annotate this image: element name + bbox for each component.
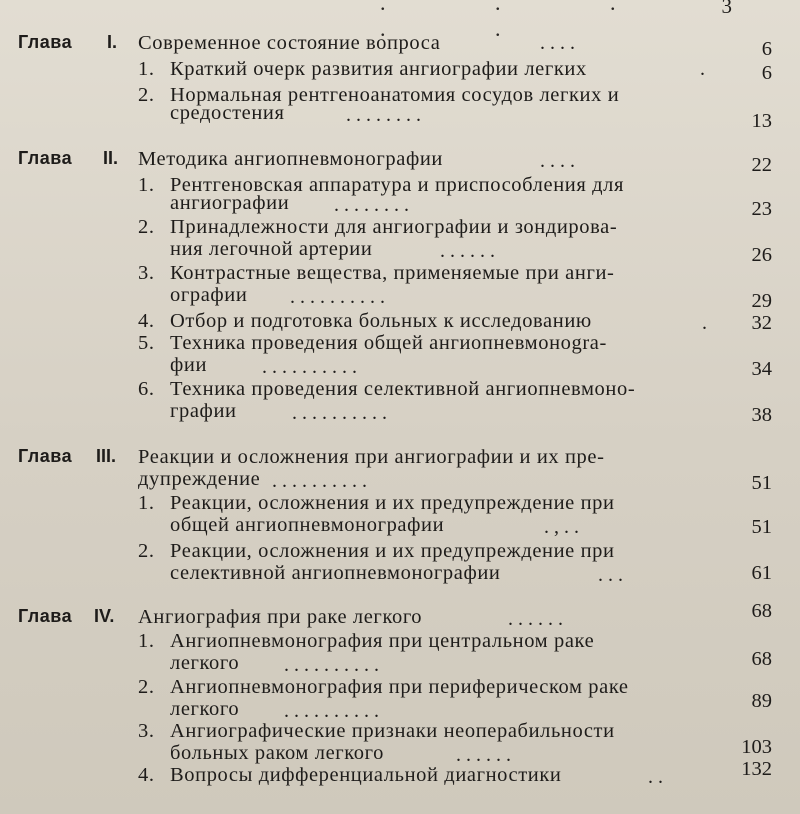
entry-leader-dots: . . . . . . . . . . xyxy=(290,286,385,308)
entry-number: 1. xyxy=(138,630,155,652)
entry-line: средостения xyxy=(170,102,285,124)
chapter-leader-dots: . . . . xyxy=(540,32,575,54)
entry-page: 103 xyxy=(741,736,772,758)
entry-number: 1. xyxy=(138,492,155,514)
entry-line: Техника проведения общей ангиопневмонogra- xyxy=(170,332,607,354)
entry-number: 1. xyxy=(138,58,155,80)
entry-number: 5. xyxy=(138,332,155,354)
entry-line: Техника проведения селективной ангиопневмоно- xyxy=(170,378,636,400)
entry-page: 38 xyxy=(751,404,772,426)
entry-line: общей ангиопневмонографии xyxy=(170,514,445,536)
entry-line: Отбор и подготовка больных к исследованию xyxy=(170,310,592,332)
entry-number: 3. xyxy=(138,720,155,742)
chapter-title: Современное состояние вопроса xyxy=(138,32,441,54)
entry-line: Принадлежности для ангиографии и зондирова- xyxy=(170,216,618,238)
entry-page: 68 xyxy=(751,648,772,670)
entry-line: фии xyxy=(170,354,208,376)
chapter-leader-dots: . . . . . . xyxy=(508,608,563,630)
entry-number: 2. xyxy=(138,216,155,238)
entry-number: 2. xyxy=(138,540,155,562)
entry-line: ографии xyxy=(170,284,248,306)
entry-line: Ангиопневмонография при периферическом раке xyxy=(170,676,629,698)
entry-leader-dots: . xyxy=(702,312,707,334)
top-page-number: 3 xyxy=(721,0,732,18)
entry-line: Краткий очерк развития ангиографии легких xyxy=(170,58,587,80)
chapter-number: II. xyxy=(103,148,119,168)
chapter-label: Глава xyxy=(18,446,73,466)
entry-line: легкого xyxy=(170,698,240,720)
entry-line: Рентгеновская аппаратура и приспособления для xyxy=(170,174,624,196)
entry-line: Вопросы дифференциальной диагностики xyxy=(170,764,562,786)
entry-leader-dots: . . . . . . . . . . xyxy=(262,356,357,378)
entry-page: 89 xyxy=(751,690,772,712)
entry-page: 61 xyxy=(751,562,772,584)
entry-line: Ангиографические признаки неоперабильности xyxy=(170,720,615,742)
entry-number: 1. xyxy=(138,174,155,196)
entry-line: Реакции, осложнения и их предупреждение при xyxy=(170,492,615,514)
chapter-label: Глава xyxy=(18,606,73,626)
entry-leader-dots: . xyxy=(700,58,705,80)
entry-page: 51 xyxy=(751,516,772,538)
chapter-title: Ангиография при раке легкого xyxy=(138,606,423,628)
entry-number: 2. xyxy=(138,676,155,698)
entry-page: 23 xyxy=(751,198,772,220)
entry-leader-dots: . . . . . . xyxy=(456,744,511,766)
entry-line: Реакции, осложнения и их предупреждение при xyxy=(170,540,615,562)
entry-line: ангиографии xyxy=(170,192,290,214)
entry-page: 26 xyxy=(751,244,772,266)
entry-leader-dots: . . . . . . . . . . xyxy=(284,700,379,722)
entry-leader-dots: . . . . . . . . xyxy=(334,194,409,216)
entry-line: больных раком легкого xyxy=(170,742,384,764)
chapter-page: 68 xyxy=(751,600,772,622)
entry-leader-dots: . . xyxy=(648,766,663,788)
chapter-label: Глава xyxy=(18,148,73,168)
chapter-page: 6 xyxy=(761,38,772,60)
entry-number: 4. xyxy=(138,764,155,786)
entry-line: Нормальная рентгеноанатомия сосудов легких и xyxy=(170,84,620,106)
chapter-title: Реакции и осложнения при ангиографии и их пре- xyxy=(138,446,605,468)
entry-line: графии xyxy=(170,400,237,422)
top-partial-line xyxy=(0,0,760,41)
entry-number: 4. xyxy=(138,310,155,332)
chapter-number: III. xyxy=(96,446,117,466)
entry-number: 2. xyxy=(138,84,155,106)
entry-page: 34 xyxy=(751,358,772,380)
entry-line: селективной ангиопневмонографии xyxy=(170,562,501,584)
top-leader-dots: . . . . . xyxy=(380,0,668,41)
entry-line: легкого xyxy=(170,652,240,674)
entry-number: 3. xyxy=(138,262,155,284)
chapter-label: Глава xyxy=(18,32,73,52)
entry-leader-dots: . . . . . . xyxy=(440,240,495,262)
entry-line: ния легочной артерии xyxy=(170,238,373,260)
entry-line: Ангиопневмонография при центральном раке xyxy=(170,630,595,652)
entry-leader-dots: . . . . . . . . . . xyxy=(292,402,387,424)
chapter-page: 22 xyxy=(751,154,772,176)
entry-page: 13 xyxy=(751,110,772,132)
chapter-number: IV. xyxy=(94,606,115,626)
chapter-number: I. xyxy=(107,32,118,52)
entry-page: 32 xyxy=(751,312,772,334)
chapter-leader-dots: . . . . xyxy=(540,150,575,172)
chapter-title: Методика ангиопневмонографии xyxy=(138,148,443,170)
entry-page: 29 xyxy=(751,290,772,312)
chapter-title-cont: дупреждение xyxy=(138,468,261,490)
entry-number: 6. xyxy=(138,378,155,400)
entry-leader-dots: . . . xyxy=(598,564,623,586)
entry-line: Контрастные вещества, применяемые при анги- xyxy=(170,262,615,284)
chapter-leader-dots: . . . . . . . . . . xyxy=(272,470,367,492)
entry-leader-dots: . , . . xyxy=(544,516,579,538)
chapter-page: 51 xyxy=(751,472,772,494)
entry-page: 132 xyxy=(741,758,772,780)
entry-page: 6 xyxy=(761,62,772,84)
entry-leader-dots: . . . . . . . . . . xyxy=(284,654,379,676)
entry-leader-dots: . . . . . . . . xyxy=(346,104,421,126)
